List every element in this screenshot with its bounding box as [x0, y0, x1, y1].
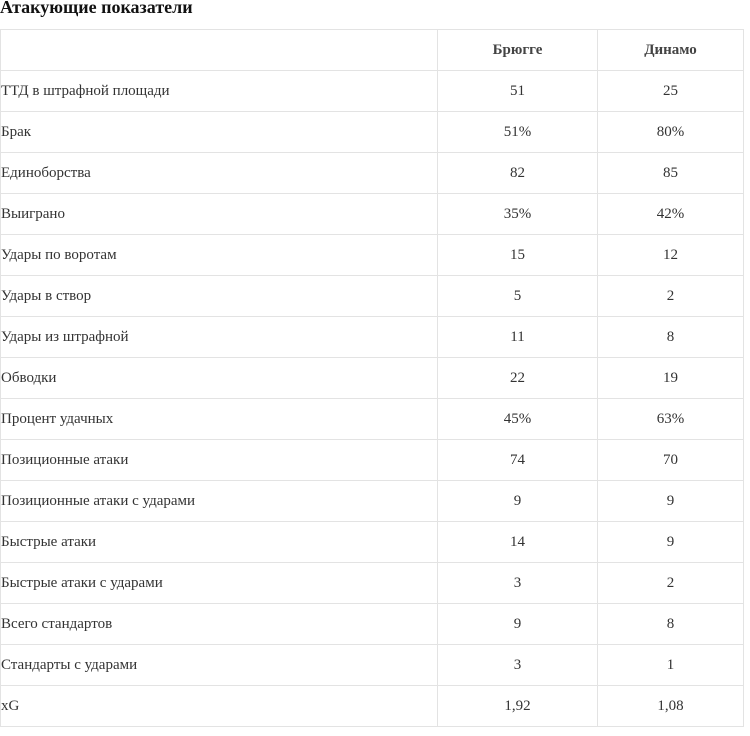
row-label: Обводки	[1, 358, 438, 399]
cell-team2: 25	[598, 71, 744, 112]
table-row	[1, 563, 744, 604]
table-body	[1, 71, 744, 727]
cell-team2: 1	[598, 645, 744, 686]
row-label: Всего стандартов	[1, 604, 438, 645]
cell-team1: 74	[438, 440, 598, 481]
table-row	[1, 235, 744, 276]
cell-team1: 9	[438, 604, 598, 645]
row-label: Выиграно	[1, 194, 438, 235]
table-row	[1, 604, 744, 645]
page-title: Атакующие показатели	[0, 0, 193, 17]
table-row	[1, 112, 744, 153]
cell-team2: 2	[598, 563, 744, 604]
cell-team1: 14	[438, 522, 598, 563]
table-row	[1, 399, 744, 440]
table-row	[1, 440, 744, 481]
row-label: Позиционные атаки	[1, 440, 438, 481]
cell-team2: 63%	[598, 399, 744, 440]
cell-team1: 51	[438, 71, 598, 112]
table-row	[1, 71, 744, 112]
cell-team2: 19	[598, 358, 744, 399]
table-row	[1, 276, 744, 317]
cell-team1: 11	[438, 317, 598, 358]
table-row	[1, 317, 744, 358]
row-label: Удары из штрафной	[1, 317, 438, 358]
table-row	[1, 153, 744, 194]
cell-team2: 9	[598, 481, 744, 522]
table-header-row	[1, 30, 744, 71]
header-cell-team2: Динамо	[598, 30, 744, 71]
row-label: ТТД в штрафной площади	[1, 71, 438, 112]
row-label: Быстрые атаки с ударами	[1, 563, 438, 604]
row-label: Брак	[1, 112, 438, 153]
cell-team2: 8	[598, 604, 744, 645]
table-row	[1, 358, 744, 399]
cell-team2: 70	[598, 440, 744, 481]
cell-team2: 85	[598, 153, 744, 194]
cell-team1: 51%	[438, 112, 598, 153]
cell-team1: 45%	[438, 399, 598, 440]
table-row	[1, 645, 744, 686]
row-label: Единоборства	[1, 153, 438, 194]
cell-team1: 9	[438, 481, 598, 522]
header-cell-team1: Брюгге	[438, 30, 598, 71]
cell-team2: 80%	[598, 112, 744, 153]
row-label: Удары в створ	[1, 276, 438, 317]
row-label: Стандарты с ударами	[1, 645, 438, 686]
header-cell-label	[1, 30, 438, 71]
row-label: Быстрые атаки	[1, 522, 438, 563]
cell-team2: 8	[598, 317, 744, 358]
attack-stats-table	[0, 29, 744, 727]
row-label: xG	[1, 686, 438, 727]
cell-team2: 9	[598, 522, 744, 563]
cell-team1: 3	[438, 645, 598, 686]
cell-team1: 15	[438, 235, 598, 276]
row-label: Удары по воротам	[1, 235, 438, 276]
cell-team1: 35%	[438, 194, 598, 235]
cell-team1: 5	[438, 276, 598, 317]
table-row	[1, 686, 744, 727]
cell-team2: 12	[598, 235, 744, 276]
table-row	[1, 481, 744, 522]
cell-team1: 22	[438, 358, 598, 399]
cell-team2: 1,08	[598, 686, 744, 727]
row-label: Процент удачных	[1, 399, 438, 440]
table-row	[1, 194, 744, 235]
cell-team1: 3	[438, 563, 598, 604]
cell-team2: 2	[598, 276, 744, 317]
cell-team2: 42%	[598, 194, 744, 235]
table-row	[1, 522, 744, 563]
row-label: Позиционные атаки с ударами	[1, 481, 438, 522]
cell-team1: 82	[438, 153, 598, 194]
cell-team1: 1,92	[438, 686, 598, 727]
